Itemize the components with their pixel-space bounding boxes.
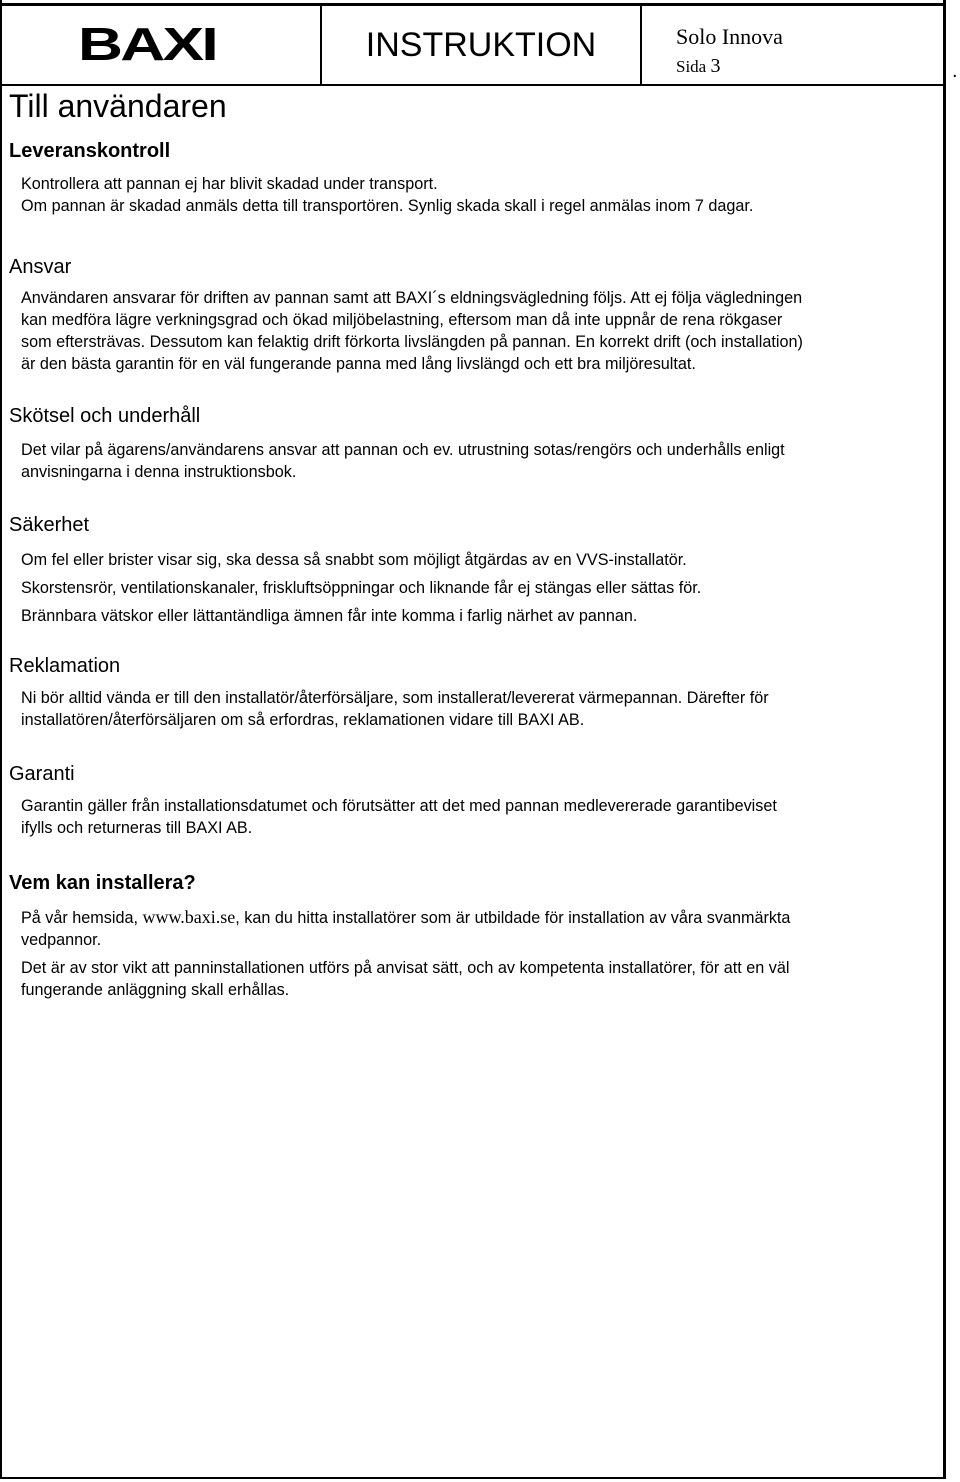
heading-installera: Vem kan installera?	[9, 872, 196, 894]
text-line: fungerande anläggning skall erhållas.	[21, 981, 290, 999]
text-line: Brännbara vätskor eller lättantändliga ämnen får inte komma i farlig närhet av pannan.	[21, 607, 638, 625]
garanti-text	[21, 795, 941, 839]
text-line: installatören/återförsäljaren om så erfordras, reklamationen vidare till BAXI AB.	[21, 711, 585, 729]
page-number	[676, 55, 720, 78]
text-line: anvisningarna i denna instruktionsbok.	[21, 463, 297, 481]
text-line: Skorstensrör, ventilationskanaler, friskluftsöppningar och liknande får ej stängas eller sättas för.	[21, 579, 702, 597]
installera-text	[21, 906, 941, 1001]
text-line: Ni bör alltid vända er till den installatör/återförsäljare, som installerat/levererat värmepannan. Därefter för	[21, 689, 769, 707]
text-line: är den bästa garantin för en väl fungerande panna med lång livslängd och ett bra miljöresultat.	[21, 355, 696, 373]
text-line: Det är av stor vikt att panninstallationen utförs på anvisat sätt, och av kompetenta installatörer, för att en väl	[21, 959, 790, 977]
document-header	[0, 3, 946, 86]
skotsel-text	[21, 439, 941, 483]
heading-sakerhet: Säkerhet	[9, 514, 90, 536]
text-line: Användaren ansvarar för driften av pannan samt att BAXI´s eldningsvägledning följs. Att ej följa vägledningen	[21, 289, 803, 307]
heading-garanti: Garanti	[9, 763, 75, 785]
heading-ansvar: Ansvar	[9, 256, 72, 278]
website-link[interactable]: www.baxi.se	[142, 907, 236, 927]
text-line	[21, 906, 941, 929]
text-line: som eftersträvas. Dessutom kan felaktig drift förkorta livslängden på pannan. En korrekt drift (och installation)	[21, 333, 803, 351]
text-line: Om pannan är skadad anmäls detta till transportören. Synlig skada skall i regel anmälas inom 7 dagar.	[21, 197, 754, 215]
baxi-logo	[78, 20, 218, 66]
page-number-value: 3	[710, 55, 721, 77]
header-title: INSTRUKTION	[365, 26, 597, 64]
text-line: ifylls och returneras till BAXI AB.	[21, 819, 253, 837]
leveranskontroll-text	[21, 173, 941, 217]
reklamation-text	[21, 687, 941, 731]
header-logo-cell	[0, 6, 322, 84]
margin-dot: .	[952, 60, 958, 82]
text-line: Det vilar på ägarens/användarens ansvar att pannan och ev. utrustning sotas/rengörs och underhålls enligt	[21, 441, 785, 459]
ansvar-text	[21, 287, 941, 375]
text-line: vedpannor.	[21, 931, 102, 949]
document-name: Solo Innova	[676, 24, 783, 49]
page-title: Till användaren	[9, 88, 227, 124]
header-doc-cell	[642, 6, 946, 84]
heading-reklamation: Reklamation	[9, 655, 121, 677]
logo-text: BAXI	[78, 20, 216, 66]
text-line: Om fel eller brister visar sig, ska dessa så snabbt som möjligt åtgärdas av en VVS-installatör.	[21, 551, 687, 569]
sakerhet-text	[21, 546, 941, 630]
text-fragment: , kan du hitta installatörer som är utbildade för installation av våra svanmärkta	[235, 909, 791, 927]
text-line: Kontrollera att pannan ej har blivit skadad under transport.	[21, 175, 438, 193]
text-line: kan medföra lägre verkningsgrad och ökad miljöbelastning, eftersom man då inte uppnår de rena rökgaser	[21, 311, 783, 329]
header-title-cell	[322, 6, 642, 84]
text-line: Garantin gäller från installationsdatumet och förutsätter att det med pannan medlevererade garantibeviset	[21, 797, 777, 815]
heading-skotsel: Skötsel och underhåll	[9, 405, 201, 427]
heading-leveranskontroll: Leveranskontroll	[9, 140, 171, 162]
text-fragment: På vår hemsida,	[21, 909, 143, 927]
page-label: Sida	[676, 57, 707, 76]
